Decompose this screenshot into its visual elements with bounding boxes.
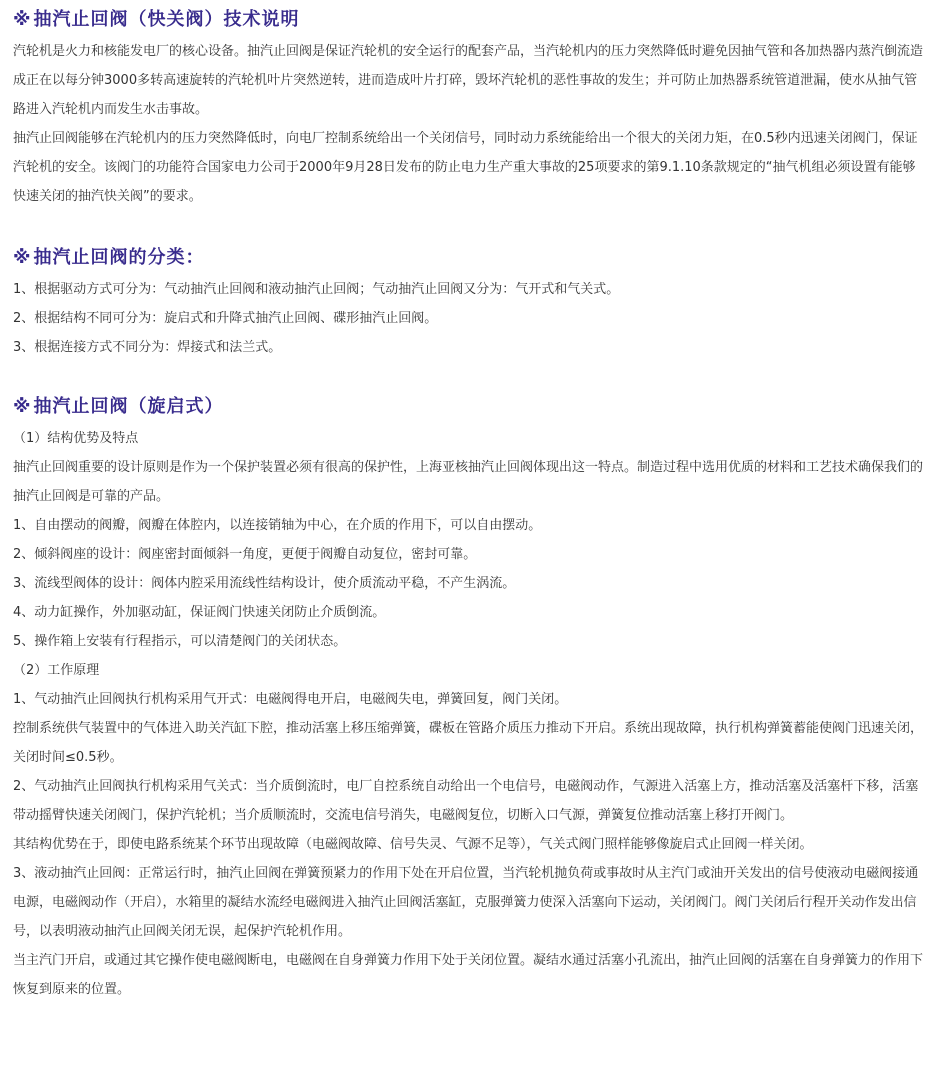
paragraph: 3、液动抽汽止回阀：正常运行时，抽汽止回阀在弹簧预紧力的作用下处在开启位置，当汽轮机抛负荷或事故时从主汽门或油开关发出的信号使液动电磁阀接通电源，电磁阀动作（开启），水箱里的凝结水流经电磁阀进入抽汽止回阀活塞缸，克服弹簧力使深入活塞向下运动，关闭阀门。阀门关闭后行程开关动作发出信号，以表明液动抽汽止回阀关闭无误，起保护汽轮机作用。 [13,866,919,939]
section-swing-type [13,394,950,1004]
reference-mark-icon: ※ [13,396,32,417]
paragraph: 2、气动抽汽止回阀执行机构采用气关式：当介质倒流时，电厂自控系统自动给出一个电信号，电磁阀动作，气源进入活塞上方，推动活塞及活塞杆下移，活塞带动摇臂快速关闭阀门，保护汽轮机；当介质顺流时，交流电信号消失，电磁阀复位，切断入口气源，弹簧复位推动活塞上移打开阀门。 [13,779,919,823]
list-item: 1、自由摆动的阀瓣，阀瓣在体腔内，以连接销轴为中心，在介质的作用下，可以自由摆动。 [13,518,542,533]
section-title [13,245,950,271]
paragraph: 控制系统供气装置中的气体进入助关汽缸下腔，推动活塞上移压缩弹簧，碟板在管路介质压力推动下开启。系统出现故障，执行机构弹簧蓄能使阀门迅速关闭，关闭时间≤0.5秒。 [13,721,924,765]
list-item: 1、气动抽汽止回阀执行机构采用气开式：电磁阀得电开启，电磁阀失电，弹簧回复，阀门关闭。 [13,692,568,707]
section-technical-description [13,7,950,211]
section-classification [13,245,950,362]
list-item: 4、动力缸操作，外加驱动缸，保证阀门快速关闭防止介质倒流。 [13,605,386,620]
paragraph: 汽轮机是火力和核能发电厂的核心设备。抽汽止回阀是保证汽轮机的安全运行的配套产品，当汽轮机内的压力突然降低时避免因抽气管和各加热器内蒸汽倒流造成正在以每分钟3000多转高速旋转的汽轮机叶片突然逆转，进而造成叶片打碎，毁坏汽轮机的恶性事故的发生；并可防止加热器系统管道泄漏，使水从抽气管路进入汽轮机内而发生水击事故。 [13,44,924,117]
list-item: 1、根据驱动方式可分为：气动抽汽止回阀和液动抽汽止回阀；气动抽汽止回阀又分为：气开式和气关式。 [13,282,620,297]
section-title [13,7,950,33]
section-title-text: 抽汽止回阀（快关阀）技术说明 [33,9,300,30]
list-item: 2、倾斜阀座的设计：阀座密封面倾斜一角度，更便于阀瓣自动复位，密封可靠。 [13,547,477,562]
list-item: 3、流线型阀体的设计：阀体内腔采用流线性结构设计，使介质流动平稳，不产生涡流。 [13,576,516,591]
paragraph: 抽汽止回阀重要的设计原则是作为一个保护装置必须有很高的保护性，上海亚核抽汽止回阀体现出这一特点。制造过程中选用优质的材料和工艺技术确保我们的抽汽止回阀是可靠的产品。 [13,460,924,504]
paragraph: 其结构优势在于，即使电路系统某个环节出现故障（电磁阀故障、信号失灵、气源不足等），气关式阀门照样能够像旋启式止回阀一样关闭。 [13,837,813,852]
section-title-text: 抽汽止回阀（旋启式） [33,396,224,417]
subsection-heading: （1）结构优势及特点 [13,431,139,446]
section-title-text: 抽汽止回阀的分类： [33,247,205,268]
list-item: 2、根据结构不同可分为：旋启式和升降式抽汽止回阀、碟形抽汽止回阀。 [13,311,438,326]
section-title [13,394,950,420]
subsection-heading: （2）工作原理 [13,663,100,678]
list-item: 5、操作箱上安装有行程指示，可以清楚阀门的关闭状态。 [13,634,347,649]
paragraph: 当主汽门开启，或通过其它操作使电磁阀断电，电磁阀在自身弹簧力作用下处于关闭位置。凝结水通过活塞小孔流出，抽汽止回阀的活塞在自身弹簧力的作用下恢复到原来的位置。 [13,953,924,997]
list-item: 3、根据连接方式不同分为：焊接式和法兰式。 [13,340,282,355]
reference-mark-icon: ※ [13,9,32,30]
reference-mark-icon: ※ [13,247,32,268]
paragraph: 抽汽止回阀能够在汽轮机内的压力突然降低时，向电厂控制系统给出一个关闭信号，同时动力系统能给出一个很大的关闭力矩，在0.5秒内迅速关闭阀门，保证汽轮机的安全。该阀门的功能符合国家电力公司于2000年9月28日发布的防止电力生产重大事故的25项要求的第9.1.10条款规定的“抽气机组必须设置有能够快速关闭的抽汽快关阀”的要求。 [13,131,918,204]
